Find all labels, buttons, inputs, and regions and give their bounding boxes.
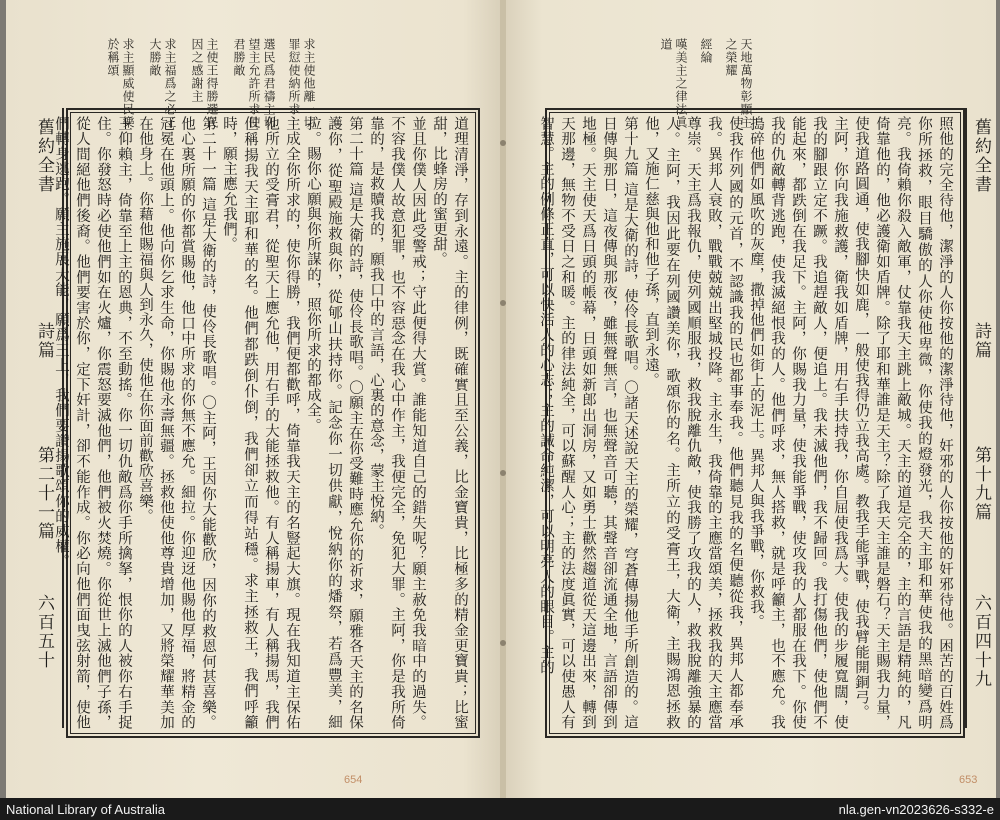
library-credit: National Library of Australia	[6, 801, 165, 817]
paragraph: 第二十一篇 這是大衛的詩，使伶長歌唱。〇主阿，王因你大能歡欣，因你的救恩何甚喜樂。他心裏所願的你都賞賜他，他口中所求的你無不應允。細拉。你迎迓他賜他厚福，將精金的冠冕在他頭上。他向你乞求生命，你賜他永壽無疆。拯救他使他尊貴增加，又將榮耀華美加在他身上。你藉他賜福與人到永久，使他在你面前歡欣喜樂。	[137, 116, 216, 730]
page-number: 六百四十九	[971, 594, 991, 689]
stitch-hole	[499, 300, 507, 310]
text-frame	[53, 108, 480, 738]
paragraph: 並且你僕人因此受警戒；守此便得大賞。誰能知道自己的錯失呢？願主赦免我暗中的過失。不容我僕人故意犯罪，也不容惡念在我心中作主，我便完全，免犯大罪。主阿，你是我所倚靠的，是救贖我的，願我口中的言語，心裏的意念，蒙主悅納。	[368, 116, 426, 730]
left-page	[6, 0, 503, 798]
pencil-page-number: 653	[959, 774, 978, 786]
gutter	[500, 0, 506, 798]
footer-bar	[0, 798, 1000, 820]
book-spread	[6, 0, 996, 798]
paragraph: 第十九篇 這是大衛的詩，使伶長歌唱。〇諸天述說天主的榮耀，穹蒼傳揚他手所創造的。這日傳與那日，這夜傳與那夜，雖無聲無言，也無聲音可聽，其聲音卻流通全地，言語卻傳到地極。天主使天爲日頭的帳幕，日頭如新郎出洞房，又如勇士歡然趨道從天這邊出來，轉到天那邊，無物不受日之和暖。主的律法純全，可以蘇醒人心；主的法度眞實，可以使愚人有智慧。主的例條正直，可以快活人的心志；主的誡命純潔，可以明亮人的眼目。主的	[538, 116, 638, 730]
item-identifier: nla.gen-vn2023626-s332-e	[838, 801, 994, 817]
note: 經綸	[699, 38, 713, 64]
stitch-hole	[499, 470, 507, 480]
note: 求主使他離一切罪愆使納所求	[287, 38, 316, 129]
page-number: 六百五十	[34, 594, 54, 670]
section-title: 詩篇	[971, 322, 991, 360]
running-title: 舊約全書	[971, 118, 991, 194]
right-page	[503, 0, 996, 798]
note: 主使王得勝選民因之感謝主	[190, 38, 219, 129]
stitch-hole	[499, 640, 507, 650]
note: 求主顯威使民樂於稱頌	[106, 38, 135, 129]
stitch-hole	[499, 140, 507, 150]
paragraph: 主阿，你向我施救護，衛我如盾牌，用右手扶持我，你自屈使我爲大。使我的步履寬闊，使我的腳跟立定不蹶。我追趕敵人，便追上。我未滅他們，我不歸回。我打傷他們，使他們不能起來，都跌倒在我足下。主阿，你賜我力量，使我能爭戰，使攻我的人都服在我下。你使我的仇敵轉背逃跑，使我滅絕恨我的人。他們呼求，無人搭救，就是呼籲主，也不應允。我搗碎他們如風吹的灰塵，撒掉他們如街上的泥土。異邦人與我爭戰，你救我。	[748, 116, 848, 730]
chapter-label: 第十九篇	[971, 446, 991, 522]
pencil-page-number: 654	[344, 774, 363, 786]
body-text	[538, 116, 955, 730]
header-rule	[965, 108, 967, 728]
body-text	[53, 116, 470, 730]
running-title: 舊約全書	[34, 118, 54, 194]
note: 天地萬物彰顯主之榮耀	[724, 38, 753, 129]
paragraph: 主成全你所求的，使你得勝，我們便都歡呼，倚靠我天主的名豎起大旗。現在我知道主保佑他所立的受膏君，從聖天上應允他，用右手的大能拯救他。有人稱揚車，有人稱揚馬，我們但稱揚我天主耶和華的名。他們都跌倒仆倒，我們卻立而得站穩。求主拯救王，我們呼籲時，願主應允我們。	[221, 116, 300, 730]
paragraph: 使我作列國的元首，不認識我的民也都事奉我。他們聽見我的名便聽從我，異邦人都奉承我。異邦人衰敗，戰戰兢兢出堅城投降。主永生，我倚靠的主應當頌美，拯救我的天主應當尊崇。天主爲我報仇，使列國順服我，救我脫離仇敵，使我勝了攻我的人，救我脫離強暴的人。主阿，我因此要在列國讚美你，歌頌你的名。主所立的受膏王，大衛，主賜鴻恩拯救他，又施仁慈與他和他子孫，直到永遠。	[643, 116, 743, 730]
paragraph: 照他的完全待他，潔淨的人你按他的潔淨待他，奸邪的人你按他的奸邪待他。困苦的百姓爲你所拯救，眼目驕傲的人你使他卑微，你使我的燈發光，我天主耶和華使我的黑暗變爲明亮。我倚賴你殺入敵軍，仗靠我天主跳上敵城。天主的道是完全的，主的言語是精純的，凡倚靠他的，他必護衛如盾牌。除了耶和華誰是天主？除了我天主誰是磐石？天主賜我力量，使我道路圓通，使我腳快如鹿，一般使我得仍立我高處。教我手能爭戰，使我臂能開銅弓。	[853, 116, 953, 730]
paragraph: 第二十篇 這是大衛的詩，使伶長歌唱。〇願主在你受難時應允你的祈求，願雅各天主的名保護你，從聖殿施救與你，從郇山扶持你。記念你一切供獻，悅納你的燔祭，若爲豐美，細拉。賜你心願與你所謀的，照你所求的都成全。	[305, 116, 363, 730]
note: 嘆美主之律法眞道	[659, 38, 688, 129]
paragraph: 道理清淨，存到永遠。主的律例，既確實且至公義，比金寶貴，比極多的精金更寶貴；比蜜甜，比蜂房的蜜更甜。	[431, 116, 468, 730]
paragraph: 王仰賴主，倚靠至上主的恩典，不至動搖。你一切仇敵爲你手所擒拏，恨你的人被你右手捉住。你發怒時必使他們如在火爐，你震怒要滅他們，他們被火焚燒。你從世上滅他們子孫，從人間絕他們後裔。他們要害於你，定下奸計，卻不能作成。你必向他們面曳弦射箭，使他們轉身逃跑。願主施展大能，願爲王上，我們要讚揚歌頌你的威權。	[53, 116, 132, 730]
note: 選民爲君禱主切望主允許所求使君勝敵	[232, 38, 276, 129]
chapter-label: 第二十一篇	[34, 446, 54, 541]
text-frame	[538, 108, 965, 738]
note: 求主福爲之必王大勝敵	[148, 38, 177, 129]
section-title: 詩篇	[34, 322, 54, 360]
